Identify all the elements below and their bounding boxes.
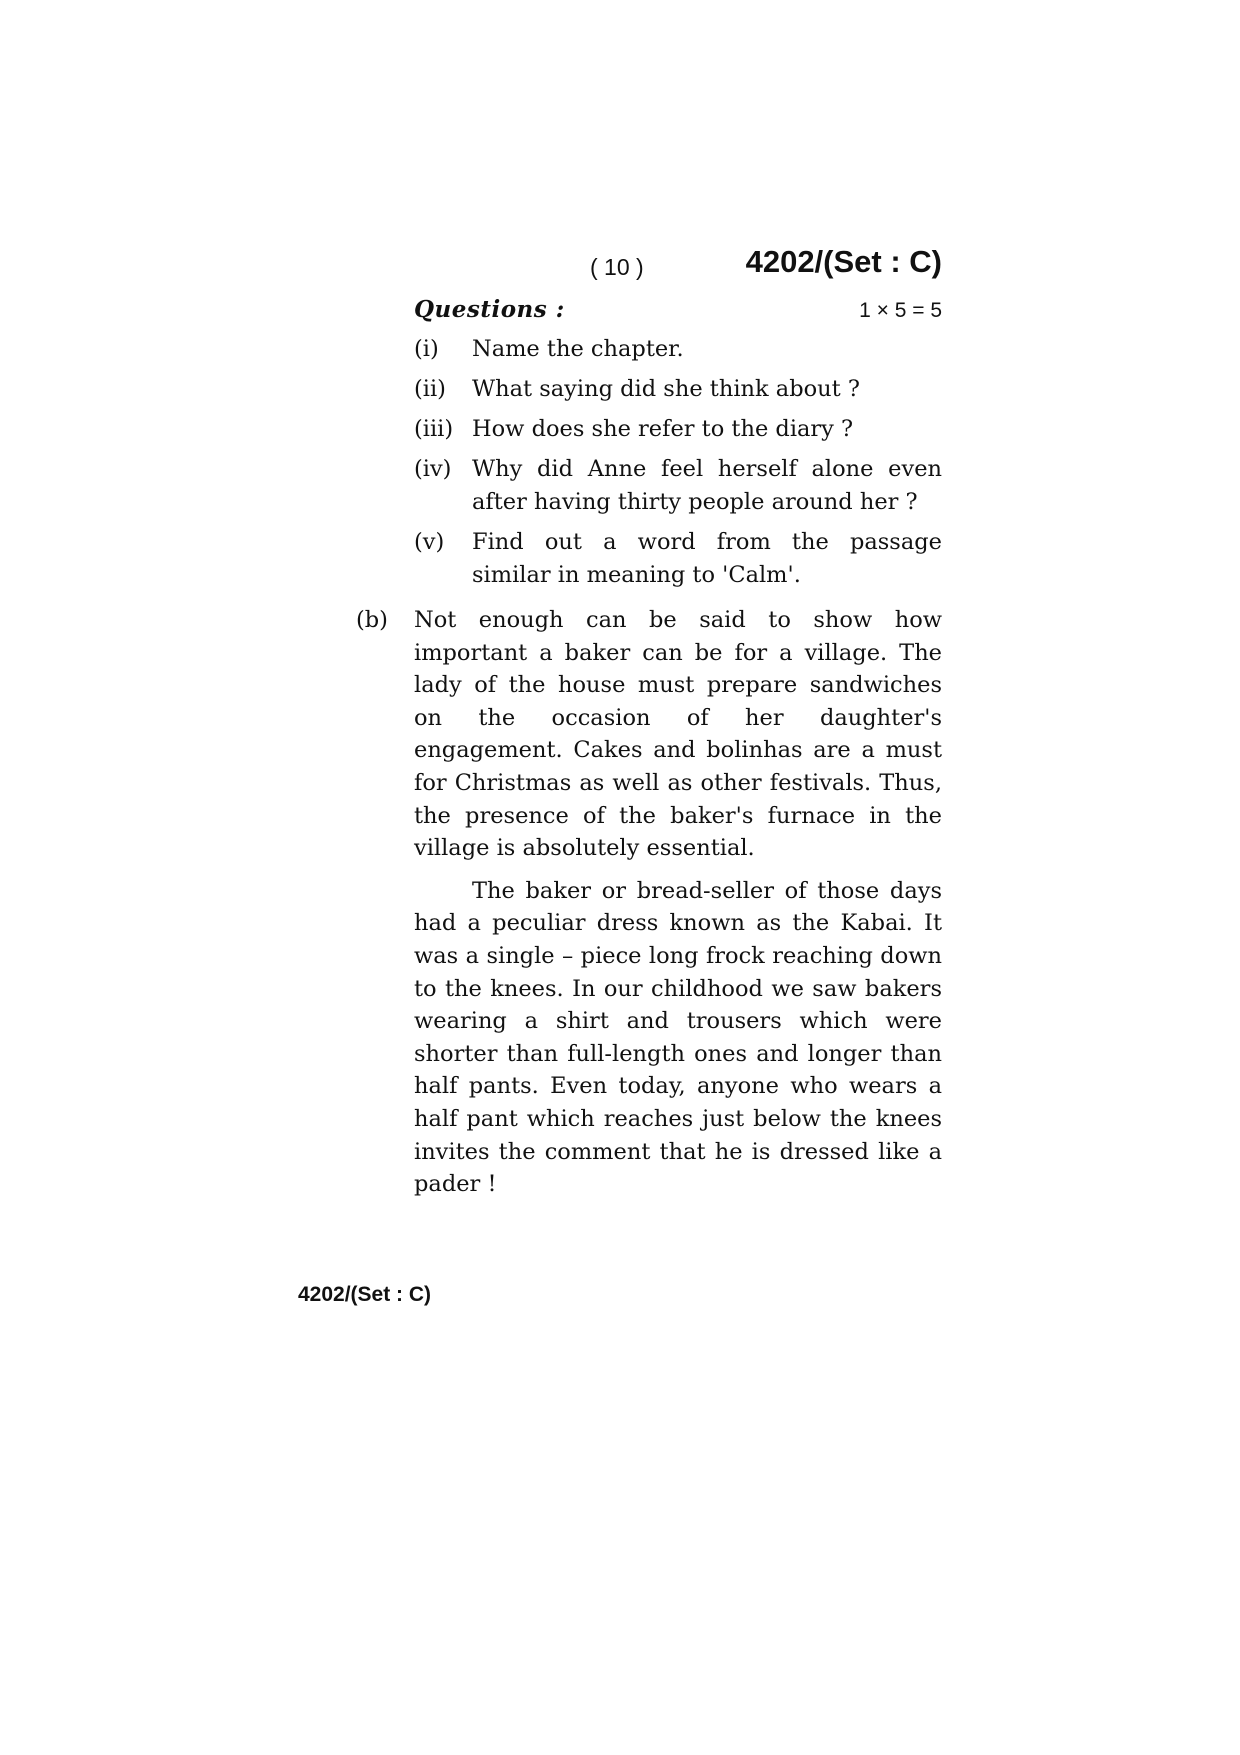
question-item	[414, 413, 942, 446]
passage-paragraph: Not enough can be said to show how important a baker can be for a village. The lady of the house must prepare sandwiches on the occasion of her daughter's engagement. Cakes and bolinhas are a must for Christmas as well as other festivals. Thus, the presence of the baker's furnace in the village is absolutely essential.	[414, 607, 942, 862]
question-item	[414, 453, 942, 519]
question-text: Why did Anne feel herself alone even after having thirty people around her ?	[472, 456, 942, 515]
section-b-label: (b)	[356, 607, 388, 633]
question-number: (iii)	[414, 416, 454, 442]
header-set-code: 4202/(Set : C)	[745, 244, 942, 279]
passage	[414, 604, 942, 1211]
question-text: Find out a word from the passage similar in meaning to 'Calm'.	[472, 529, 942, 588]
question-number: (v)	[414, 529, 445, 555]
questions-heading: Questions :	[414, 296, 565, 323]
question-number: (iv)	[414, 456, 452, 482]
footer-set-code: 4202/(Set : C)	[298, 1283, 432, 1306]
question-item	[414, 526, 942, 592]
question-text: Name the chapter.	[472, 336, 684, 362]
question-number: (i)	[414, 336, 439, 362]
marks-allocation: 1 × 5 = 5	[859, 299, 942, 322]
page-number: ( 10 )	[590, 254, 644, 280]
question-text: What saying did she think about ?	[472, 376, 860, 402]
question-number: (ii)	[414, 376, 446, 402]
passage-paragraph: The baker or bread-seller of those days had a peculiar dress known as the Kabai. It was a single – piece long frock reaching down to the knees. In our childhood we saw bakers wearing a shirt and trousers which were shorter than full-length ones and longer than half pants. Even today, anyone who wears a half pant which reaches just below the knees invites the comment that he is dressed like a pader !	[414, 877, 942, 1198]
section-b	[356, 604, 942, 1211]
question-list	[414, 333, 942, 599]
question-text: How does she refer to the diary ?	[472, 416, 854, 442]
question-item	[414, 333, 942, 366]
question-item	[414, 373, 942, 406]
